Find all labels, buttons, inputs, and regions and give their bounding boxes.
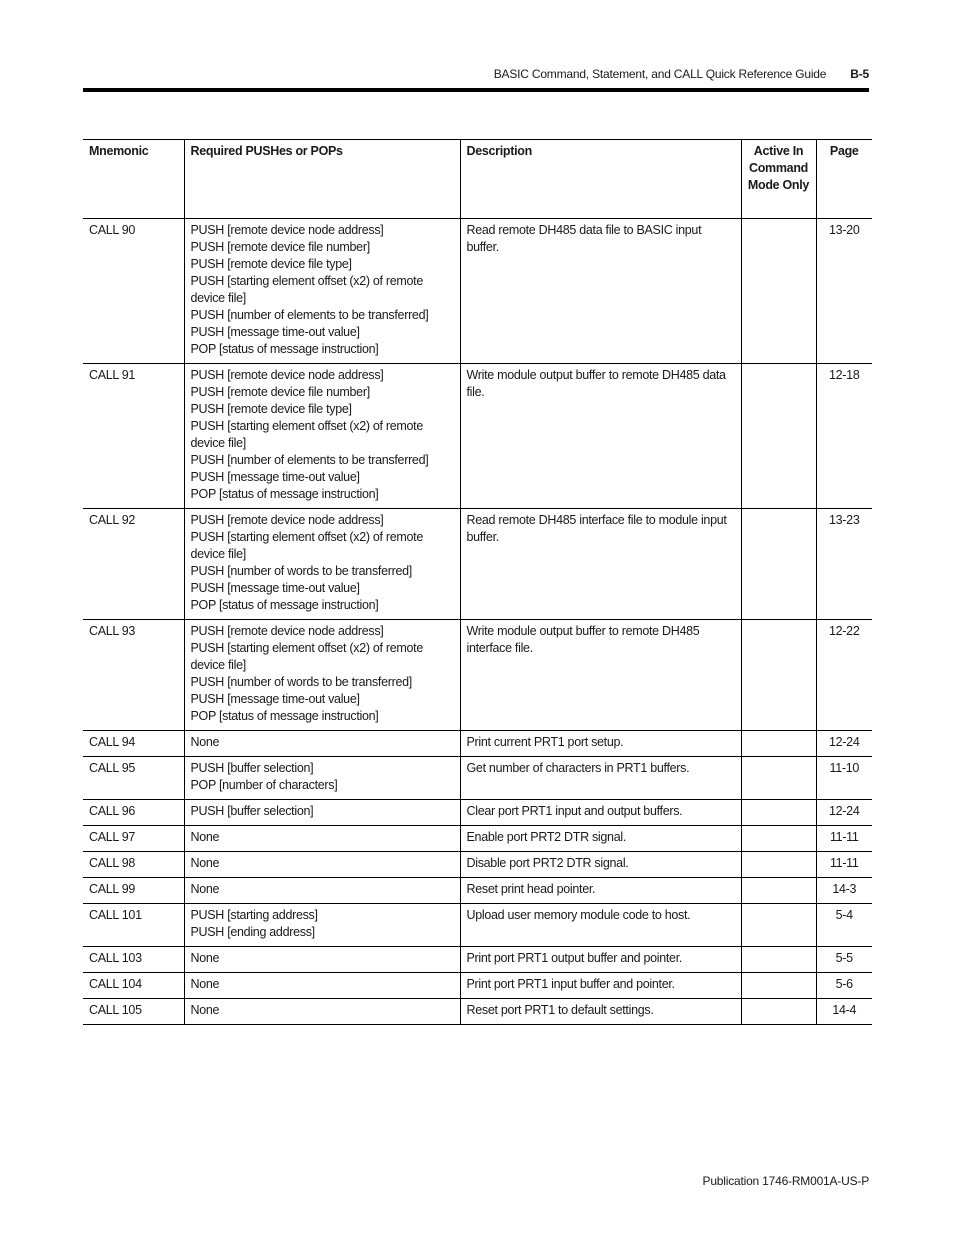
cell-mnemonic: CALL 98: [83, 852, 184, 878]
cell-page: 13-23: [816, 509, 872, 620]
cell-description: Get number of characters in PRT1 buffers.: [460, 757, 741, 800]
required-line: PUSH [message time-out value]: [190, 692, 360, 706]
cell-required: [184, 852, 460, 878]
table-row: [83, 757, 872, 800]
cell-active: [741, 757, 816, 800]
cell-active: [741, 826, 816, 852]
page-header: [83, 63, 869, 85]
table-row: [83, 826, 872, 852]
cell-description: Reset port PRT1 to default settings.: [460, 999, 741, 1025]
required-line: PUSH [remote device file type]: [190, 402, 352, 416]
required-line: None: [190, 830, 220, 844]
cell-active: [741, 364, 816, 509]
cell-active: [741, 800, 816, 826]
required-line: PUSH [remote device node address]: [190, 223, 384, 237]
cell-description: Disable port PRT2 DTR signal.: [460, 852, 741, 878]
table-row: [83, 219, 872, 364]
column-header-mnemonic: Mnemonic: [83, 140, 184, 219]
cell-description: Print port PRT1 input buffer and pointer.: [460, 973, 741, 999]
cell-active: [741, 219, 816, 364]
required-line: PUSH [message time-out value]: [190, 581, 360, 595]
cell-page: 12-18: [816, 364, 872, 509]
cell-page: 5-6: [816, 973, 872, 999]
header-title: BASIC Command, Statement, and CALL Quick Reference Guide: [493, 67, 827, 81]
required-line: PUSH [starting element offset (x2) of remote device file]: [190, 419, 424, 450]
cell-page: 5-4: [816, 904, 872, 947]
required-line: PUSH [starting element offset (x2) of remote device file]: [190, 641, 424, 672]
cell-page: 11-11: [816, 852, 872, 878]
cell-description: Read remote DH485 data file to BASIC input buffer.: [460, 219, 741, 364]
cell-mnemonic: CALL 101: [83, 904, 184, 947]
cell-page: 12-22: [816, 620, 872, 731]
cell-required: [184, 364, 460, 509]
cell-required: [184, 219, 460, 364]
table-row: [83, 878, 872, 904]
table-row: [83, 620, 872, 731]
required-line: PUSH [remote device node address]: [190, 513, 384, 527]
cell-required: [184, 999, 460, 1025]
cell-description: Clear port PRT1 input and output buffers.: [460, 800, 741, 826]
required-line: PUSH [number of words to be transferred]: [190, 675, 412, 689]
cell-page: 11-10: [816, 757, 872, 800]
table-row: [83, 904, 872, 947]
required-line: PUSH [remote device node address]: [190, 624, 384, 638]
cell-description: Write module output buffer to remote DH485 data file.: [460, 364, 741, 509]
cell-description: Upload user memory module code to host.: [460, 904, 741, 947]
required-line: PUSH [starting element offset (x2) of remote device file]: [190, 274, 424, 305]
required-line: PUSH [ending address]: [190, 925, 315, 939]
cell-mnemonic: CALL 103: [83, 947, 184, 973]
cell-mnemonic: CALL 91: [83, 364, 184, 509]
footer-publication: Publication 1746-RM001A-US-P: [702, 1174, 869, 1188]
cell-description: Reset print head pointer.: [460, 878, 741, 904]
required-line: POP [number of characters]: [190, 778, 338, 792]
cell-page: 12-24: [816, 731, 872, 757]
cell-mnemonic: CALL 93: [83, 620, 184, 731]
required-line: None: [190, 977, 220, 991]
call-reference-table: [83, 139, 872, 1025]
cell-description: Print current PRT1 port setup.: [460, 731, 741, 757]
required-line: None: [190, 1003, 220, 1017]
required-line: PUSH [remote device file type]: [190, 257, 352, 271]
required-line: POP [status of message instruction]: [190, 709, 379, 723]
required-line: POP [status of message instruction]: [190, 598, 379, 612]
required-line: None: [190, 856, 220, 870]
required-line: PUSH [number of words to be transferred]: [190, 564, 412, 578]
table-row: [83, 947, 872, 973]
required-line: None: [190, 951, 220, 965]
cell-required: [184, 904, 460, 947]
table-row: [83, 800, 872, 826]
cell-page: 11-11: [816, 826, 872, 852]
cell-mnemonic: CALL 104: [83, 973, 184, 999]
cell-mnemonic: CALL 96: [83, 800, 184, 826]
cell-mnemonic: CALL 105: [83, 999, 184, 1025]
cell-required: [184, 826, 460, 852]
table-row: [83, 509, 872, 620]
table-row: [83, 731, 872, 757]
required-line: PUSH [number of elements to be transferred]: [190, 453, 429, 467]
cell-page: 13-20: [816, 219, 872, 364]
cell-description: Write module output buffer to remote DH485 interface file.: [460, 620, 741, 731]
cell-description: Read remote DH485 interface file to module input buffer.: [460, 509, 741, 620]
required-line: POP [status of message instruction]: [190, 342, 379, 356]
cell-required: [184, 757, 460, 800]
cell-active: [741, 973, 816, 999]
table-row: [83, 999, 872, 1025]
required-line: PUSH [remote device file number]: [190, 240, 370, 254]
cell-mnemonic: CALL 99: [83, 878, 184, 904]
cell-page: 14-3: [816, 878, 872, 904]
cell-mnemonic: CALL 97: [83, 826, 184, 852]
required-line: PUSH [buffer selection]: [190, 761, 314, 775]
required-line: PUSH [message time-out value]: [190, 470, 360, 484]
required-line: PUSH [remote device file number]: [190, 385, 370, 399]
header-rule: [83, 88, 869, 92]
table-row: [83, 973, 872, 999]
cell-active: [741, 731, 816, 757]
cell-required: [184, 509, 460, 620]
cell-mnemonic: CALL 95: [83, 757, 184, 800]
column-header-description: Description: [460, 140, 741, 219]
required-line: PUSH [remote device node address]: [190, 368, 384, 382]
cell-active: [741, 947, 816, 973]
cell-active: [741, 620, 816, 731]
column-header-required: Required PUSHes or POPs: [184, 140, 460, 219]
column-header-active: Active In Command Mode Only: [741, 140, 816, 219]
required-line: PUSH [number of elements to be transferred]: [190, 308, 429, 322]
cell-active: [741, 999, 816, 1025]
cell-required: [184, 878, 460, 904]
cell-active: [741, 852, 816, 878]
cell-mnemonic: CALL 92: [83, 509, 184, 620]
required-line: PUSH [buffer selection]: [190, 804, 314, 818]
cell-required: [184, 620, 460, 731]
table-row: [83, 852, 872, 878]
cell-page: 12-24: [816, 800, 872, 826]
cell-active: [741, 509, 816, 620]
cell-mnemonic: CALL 94: [83, 731, 184, 757]
cell-page: 5-5: [816, 947, 872, 973]
required-line: PUSH [message time-out value]: [190, 325, 360, 339]
cell-active: [741, 878, 816, 904]
cell-required: [184, 973, 460, 999]
cell-page: 14-4: [816, 999, 872, 1025]
cell-required: [184, 731, 460, 757]
cell-active: [741, 904, 816, 947]
required-line: None: [190, 735, 220, 749]
column-header-page: Page: [816, 140, 872, 219]
required-line: PUSH [starting element offset (x2) of remote device file]: [190, 530, 424, 561]
table-row: [83, 364, 872, 509]
cell-required: [184, 800, 460, 826]
table-header-row: [83, 140, 872, 219]
required-line: PUSH [starting address]: [190, 908, 318, 922]
header-page-number: B-5: [850, 67, 869, 81]
cell-description: Print port PRT1 output buffer and pointer.: [460, 947, 741, 973]
required-line: None: [190, 882, 220, 896]
table-body: [83, 219, 872, 1025]
cell-required: [184, 947, 460, 973]
cell-mnemonic: CALL 90: [83, 219, 184, 364]
cell-description: Enable port PRT2 DTR signal.: [460, 826, 741, 852]
required-line: POP [status of message instruction]: [190, 487, 379, 501]
